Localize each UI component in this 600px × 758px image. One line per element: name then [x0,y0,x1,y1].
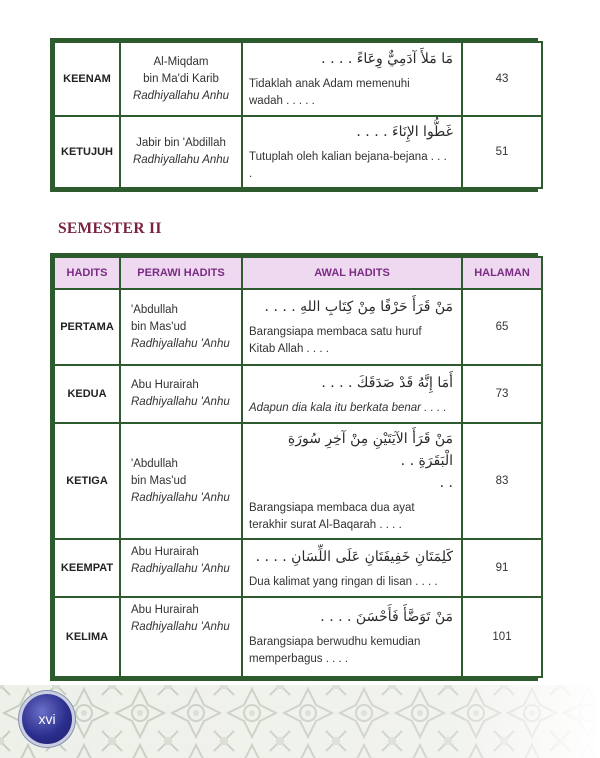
perawi-honorific: Radhiyallahu 'Anhu [131,491,230,504]
arabic-text: مَنْ تَوَضَّأَ فَأَحْسَنَ . . . . [320,609,453,625]
page-ref: 65 [463,290,541,364]
awal-hadits-cell [243,598,461,676]
perawi-cell [121,366,241,422]
arabic-text: كَلِمَتَانِ خَفِيفَتَانِ عَلَى اللِّسَانِ . . . . [255,548,453,565]
perawi-name: Abu Hurairah [131,604,199,616]
hadits-number: KEDUA [55,366,119,422]
translation-line: Kitab Allah . . . . [249,343,329,355]
column-header: PERAWI HADITS [121,258,241,288]
translation-line: Tidaklah anak Adam memenuhi [249,78,410,90]
awal-hadits-cell [243,424,461,538]
page-ref: 43 [463,43,541,115]
column-header: HALAMAN [463,258,541,288]
decorative-pattern-band [0,685,600,758]
table-row [55,290,541,364]
perawi-cell [121,598,241,676]
perawi-cell [121,290,241,364]
perawi-cell [121,117,241,187]
awal-hadits-cell [243,43,461,115]
translation-line: terakhir surat Al-Baqarah . . . . [249,519,402,531]
hadits-number: KELIMA [55,598,119,676]
perawi-honorific: Radhiyallahu 'Anhu [131,563,230,575]
perawi-honorific: Radhiyallahu Anhu [132,89,230,102]
translation-line: Barangsiapa berwudhu kemudian [249,636,421,648]
awal-hadits-cell [243,117,461,187]
page-number-badge: xvi [22,694,72,744]
perawi-honorific: Radhiyallahu 'Anhu [131,396,230,408]
perawi-cell [121,43,241,115]
perawi-name: 'Abdullah [131,303,178,316]
perawi-honorific: Radhiyallahu Anhu [132,154,230,166]
translation-line: Barangsiapa membaca satu huruf [249,326,422,338]
perawi-name: Abu Hurairah [131,379,199,391]
top-table [50,38,538,192]
perawi-name: Jabir bin 'Abdillah [136,137,226,149]
perawi-honorific: Radhiyallahu 'Anhu [131,621,230,633]
awal-hadits-cell [243,366,461,422]
arabic-text: مَنْ قَرَأَ حَرْفًا مِنْ كِتَابِ اللهِ . . . . [264,299,453,315]
translation-line: memperbagus . . . . [249,653,349,665]
perawi-name: Abu Hurairah [131,546,199,558]
perawi-name: Al-Miqdam [153,55,209,68]
perawi-name: bin Ma'di Karib [143,72,219,85]
translation-line: Dua kalimat yang ringan di lisan . . . . [249,575,438,588]
semester-table [50,253,538,681]
awal-hadits-cell [243,290,461,364]
translation-line: Barangsiapa membaca dua ayat [249,502,415,514]
perawi-name: bin Mas'ud [131,474,187,487]
arabic-text: أَمَا إِنَّهُ قَدْ صَدَقَكَ . . . . [321,374,453,391]
semester-title: SEMESTER II [58,220,162,237]
table-row [55,424,541,538]
arabic-text: مَا مَلأَ آدَمِيٌّ وِعَاءً . . . . [321,51,453,67]
table-row [55,540,541,596]
arabic-text: غَطُّوا الإِنَاءَ . . . . [356,124,453,140]
arabic-text-continuation: . . [439,475,453,491]
page-ref: 73 [463,366,541,422]
page-ref: 51 [463,117,541,187]
hadits-number: KETUJUH [55,117,119,187]
column-header: HADITS [55,258,119,288]
hadits-number: KEEMPAT [55,540,119,596]
arabic-text: مَنْ قَرَأَ الآيَتَيْنِ مِنْ آخِرِ سُورَةِ الْبَقَرَةِ . . [287,431,453,469]
hadits-number: KETIGA [55,424,119,538]
translation-line: Adapun dia kala itu berkata benar . . . . [249,401,447,414]
table-row [55,117,541,187]
perawi-name: bin Mas'ud [131,320,187,333]
page-ref: 101 [463,598,541,676]
perawi-honorific: Radhiyallahu 'Anhu [131,337,230,350]
table-row [55,598,541,676]
page-ref: 91 [463,540,541,596]
column-header: AWAL HADITS [243,258,461,288]
perawi-name: 'Abdullah [131,457,178,470]
awal-hadits-cell [243,540,461,596]
perawi-cell [121,424,241,538]
perawi-cell [121,540,241,596]
table-row [55,366,541,422]
translation-line: wadah . . . . . [249,95,315,107]
page-ref: 83 [463,424,541,538]
hadits-number: PERTAMA [55,290,119,364]
hadits-number: KEENAM [55,43,119,115]
table-header-row [55,258,541,288]
table-row [55,43,541,115]
translation-line: Tutuplah oleh kalian bejana-bejana . . . . [249,151,447,180]
